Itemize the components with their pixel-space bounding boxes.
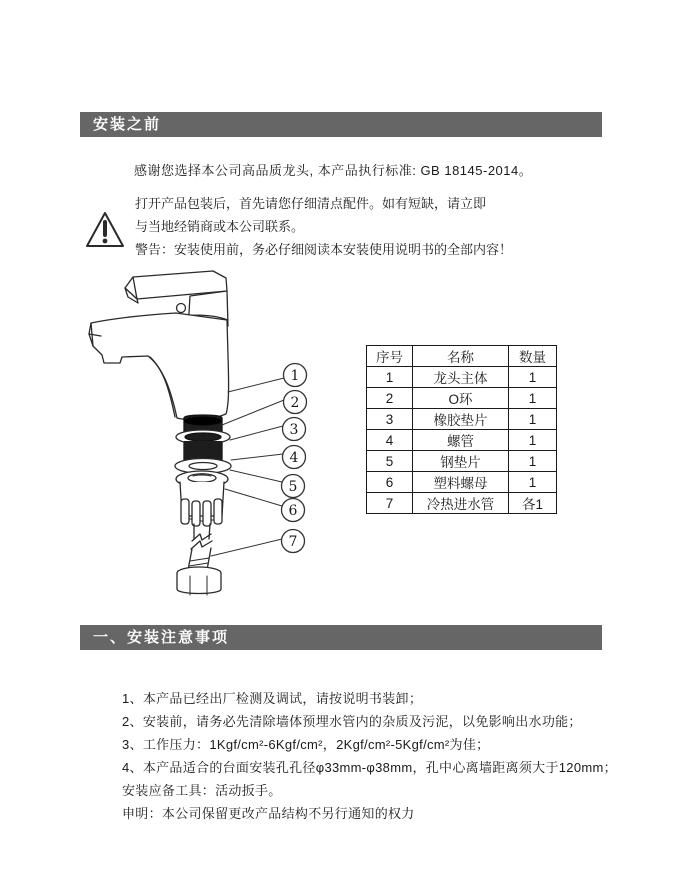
column-header: 序号: [367, 346, 413, 367]
table-cell: 各1: [509, 493, 557, 514]
table-cell: 冷热进水管: [413, 493, 509, 514]
callout-7: 7: [288, 534, 298, 550]
exclamation-triangle-icon: [85, 210, 125, 255]
table-cell: 7: [367, 493, 413, 514]
table-header-row: [367, 346, 557, 367]
table-cell: 1: [367, 367, 413, 388]
table-cell: 螺管: [413, 430, 509, 451]
note-line: 4、本产品适合的台面安装孔孔径φ33mm-φ38mm，孔中心离墙距离须大于120mm；: [122, 760, 617, 775]
table-cell: 钢垫片: [413, 451, 509, 472]
table-cell: 橡胶垫片: [413, 409, 509, 430]
table-row: [367, 451, 557, 472]
table-row: [367, 472, 557, 493]
column-header: 名称: [413, 346, 509, 367]
table-cell: O环: [413, 388, 509, 409]
table-cell: 3: [367, 409, 413, 430]
note-line: 申明：本公司保留更改产品结构不另行通知的权力: [122, 806, 415, 821]
section-title: 一、安装注意事项: [93, 629, 230, 646]
table-cell: 1: [509, 367, 557, 388]
table-row: [367, 493, 557, 514]
table-row: [367, 430, 557, 451]
callout-1: 1: [290, 368, 300, 384]
note-line: 2、安装前，请务必先清除墙体预埋水管内的杂质及污泥，以免影响出水功能；: [122, 714, 582, 729]
table-cell: 塑料螺母: [413, 472, 509, 493]
table-cell: 1: [509, 451, 557, 472]
faucet-exploded-diagram: [80, 268, 320, 618]
table-cell: 龙头主体: [413, 367, 509, 388]
warning-text: [135, 192, 512, 261]
callout-3: 3: [289, 422, 299, 438]
table-cell: 1: [509, 472, 557, 493]
warning-line: 打开产品包装后，首先请您仔细清点配件。如有短缺，请立即: [135, 196, 487, 211]
table-cell: 6: [367, 472, 413, 493]
table-cell: 4: [367, 430, 413, 451]
column-header: 数量: [509, 346, 557, 367]
table-row: [367, 409, 557, 430]
table-cell: 1: [509, 430, 557, 451]
table-row: [367, 388, 557, 409]
warning-line: 与当地经销商或本公司联系。: [135, 219, 305, 234]
section-header-install-notes: [80, 625, 602, 650]
section-title: 安装之前: [93, 116, 162, 133]
table-cell: 2: [367, 388, 413, 409]
table-cell: 1: [509, 409, 557, 430]
faucet-body: [91, 313, 229, 420]
parts-table: [366, 345, 557, 514]
table-cell: 5: [367, 451, 413, 472]
note-line: 3、工作压力：1Kgf/cm²-6Kgf/cm²，2Kgf/cm²-5Kgf/cm²为佳；: [122, 737, 490, 752]
note-line: 安装应备工具：活动扳手。: [122, 783, 282, 798]
callout-5: 5: [288, 479, 298, 495]
warning-block: [85, 192, 565, 262]
callout-4: 4: [289, 450, 299, 466]
table-row: [367, 367, 557, 388]
warning-line: 警告：安装使用前，务必仔细阅读本安装使用说明书的全部内容！: [135, 242, 513, 257]
note-line: 1、本产品已经出厂检测及调试，请按说明书装卸；: [122, 691, 423, 706]
table-cell: 1: [509, 388, 557, 409]
intro-text: 感谢您选择本公司高品质龙头, 本产品执行标准: GB 18145-2014。: [134, 163, 533, 178]
callout-2: 2: [290, 395, 300, 411]
notes-list: [122, 687, 617, 825]
section-header-before-install: [80, 112, 602, 137]
callout-6: 6: [288, 503, 298, 519]
